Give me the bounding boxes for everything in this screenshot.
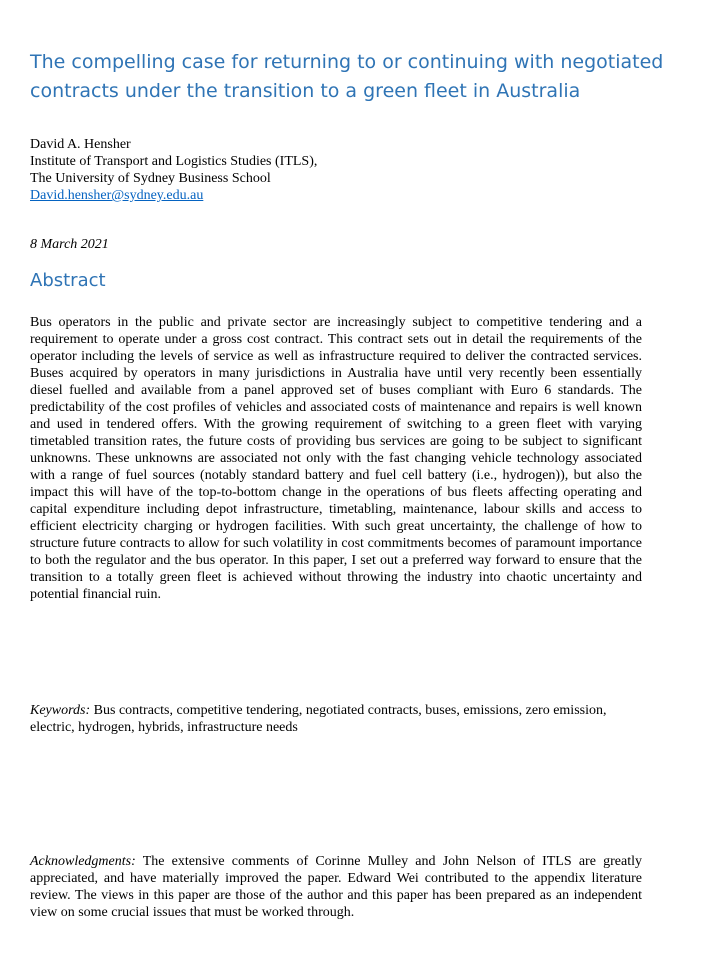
- paper-title: The compelling case for returning to or continuing with negotiated contracts under the transition to a green fleet in Australia: [30, 51, 664, 102]
- author-block: [30, 136, 317, 204]
- author-email-link[interactable]: David.hensher@sydney.edu.au: [30, 188, 204, 203]
- acknowledgments-text: The extensive comments of Corinne Mulley and John Nelson of ITLS are greatly appreciated, and have materially improved the paper. Edward Wei contributed to the appendix literature review. The views in this paper are those of the author and this paper has been prepared as an independent view on some crucial issues that must be worked through.: [30, 854, 642, 920]
- acknowledgments-paragraph: [30, 853, 642, 921]
- acknowledgments-label: Acknowledgments:: [30, 854, 136, 869]
- author-name: David A. Hensher: [30, 137, 131, 152]
- keywords-paragraph: [30, 702, 650, 736]
- abstract-text: Bus operators in the public and private sector are increasingly subject to competitive tendering and a requirement to operate under a gross cost contract. This contract sets out in detail the requirements of the operator including the levels of service as well as infrastructure required to deliver the contracted services. Buses acquired by operators in many jurisdictions in Australia have until very recently been essentially diesel fuelled and available from a panel approved set of buses compliant with Euro 6 standards. The predictability of the cost profiles of vehicles and associated costs of maintenance and repairs is well known and used in tendered offers. With the growing requirement of switching to a green fleet with varying timetabled transition rates, the future costs of providing bus services are going to be subject to significant unknowns. These unknowns are associated not only with the fast changing vehicle technology associated with a range of fuel sources (notably standard battery and fuel cell battery (i.e., hydrogen)), but also the impact this will have of the top-to-bottom change in the operations of bus fleets affecting operating and capital expenditure including depot infrastructure, timetabling, maintenance, labour skills and access to efficient electricity charging or hydrogen facilities. With such great uncertainty, the challenge of how to structure future contracts to allow for such volatility in cost commitments becomes of paramount importance to both the regulator and the bus operator. In this paper, I set out a preferred way forward to ensure that the transition to a totally green fleet is achieved without throwing the industry into chaotic uncertainty and potential financial ruin.: [30, 315, 642, 602]
- publication-date: 8 March 2021: [30, 237, 109, 252]
- author-affiliation-school: The University of Sydney Business School: [30, 171, 271, 186]
- author-affiliation-institute: Institute of Transport and Logistics Studies (ITLS),: [30, 154, 318, 169]
- keywords-text: Bus contracts, competitive tendering, negotiated contracts, buses, emissions, zero emission, electric, hydrogen, hybrids, infrastructure needs: [30, 703, 607, 735]
- keywords-label: Keywords:: [30, 703, 91, 718]
- abstract-heading: Abstract: [30, 270, 106, 291]
